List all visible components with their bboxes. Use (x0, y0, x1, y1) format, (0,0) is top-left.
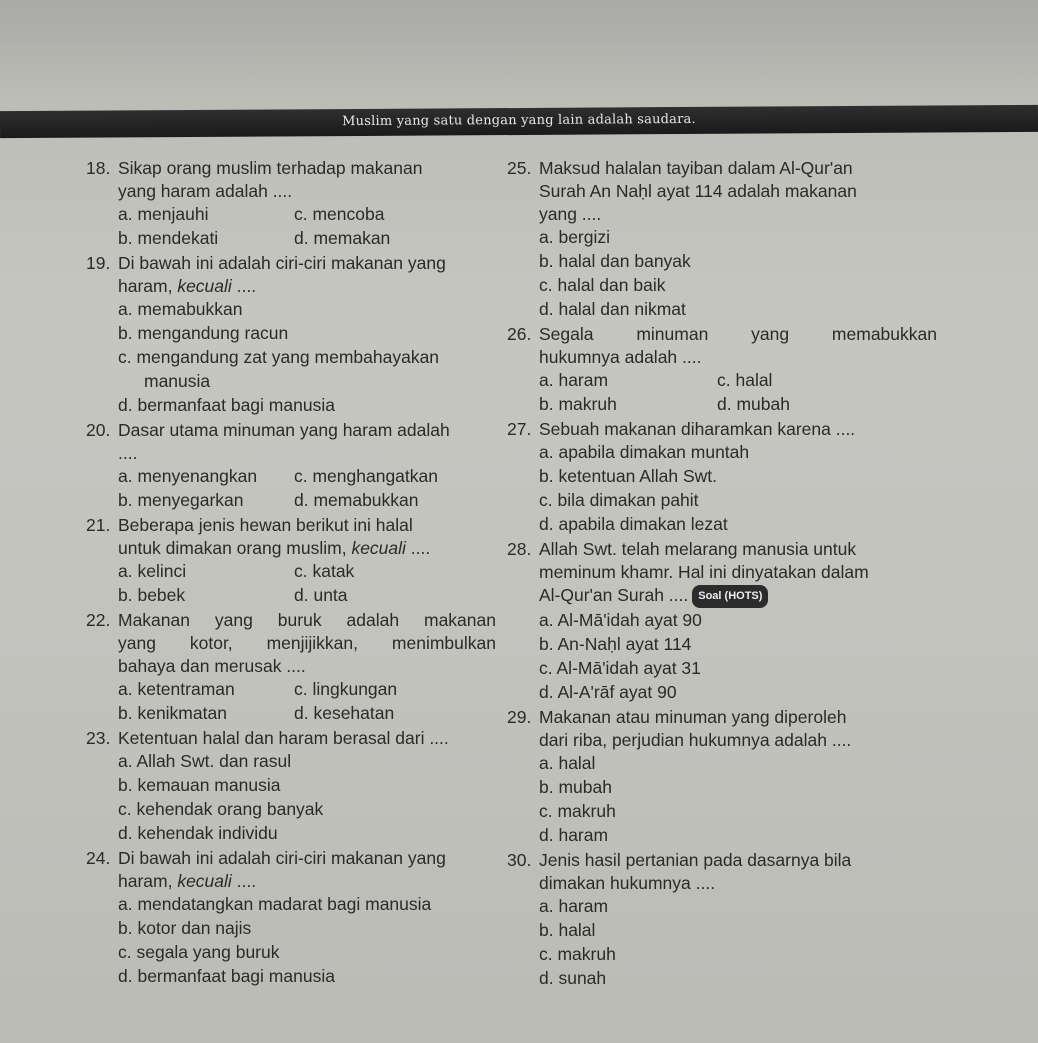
option-b: b. An-Naḥl ayat 114 (539, 634, 692, 654)
option-a: a. ketentraman (118, 679, 235, 699)
stem-text: Al-Qur'an Surah .... (539, 585, 689, 605)
question-number: 23. (86, 728, 111, 748)
option-d: d. memabukkan (294, 490, 419, 510)
option-row (86, 679, 496, 700)
option-a: a. bergizi (539, 227, 611, 247)
option-row (86, 490, 496, 511)
option-b: b. halal (539, 920, 596, 940)
option-c: c. segala yang buruk (118, 942, 280, 962)
option-d: d. kesehatan (294, 703, 395, 723)
question-stem: Makanan atau minuman yang diperoleh (539, 707, 847, 727)
option-d: d. unta (294, 585, 348, 605)
option-d: d. bermanfaat bagi manusia (118, 966, 335, 986)
option-row (86, 228, 496, 249)
question-number: 24. (86, 848, 111, 868)
option-c: c. halal (717, 370, 773, 390)
question-stem: Maksud halalan tayiban dalam Al-Qur'an (539, 158, 853, 178)
question-18 (86, 158, 496, 249)
option-d: d. sunah (539, 968, 607, 988)
question-22 (86, 610, 496, 724)
option-row (507, 394, 937, 415)
stem-text: untuk dimakan orang muslim, (118, 538, 352, 558)
option-c: c. halal dan baik (539, 275, 666, 295)
banner-bar (0, 105, 1038, 138)
question-stem-cont (507, 585, 937, 608)
question-number: 26. (507, 324, 532, 344)
option-row (86, 561, 496, 582)
option-c: c. lingkungan (294, 679, 398, 699)
question-number: 29. (507, 707, 532, 727)
option-d: d. Al-A'rāf ayat 90 (539, 682, 677, 702)
question-stem: Sikap orang muslim terhadap makanan (118, 158, 423, 178)
question-number: 19. (86, 253, 111, 273)
option-d: d. memakan (294, 228, 391, 248)
stem-italic: kecuali (351, 538, 406, 558)
question-number: 22. (86, 610, 111, 630)
question-stem-cont (86, 276, 496, 297)
option-b: b. makruh (539, 394, 617, 414)
option-d: d. apabila dimakan lezat (539, 514, 728, 534)
option-a: a. memabukkan (118, 299, 243, 319)
option-d: d. halal dan nikmat (539, 299, 686, 319)
question-19 (86, 253, 496, 416)
option-d: d. haram (539, 825, 609, 845)
question-stem-cont: yang haram adalah .... (118, 181, 293, 201)
option-b: b. bebek (118, 585, 186, 605)
hots-badge: Soal (HOTS) (692, 585, 768, 608)
question-number: 25. (507, 158, 532, 178)
question-stem-cont: dimakan hukumnya .... (539, 873, 716, 893)
option-a: a. Al-Mā'idah ayat 90 (539, 610, 702, 630)
question-stem-cont: bahaya dan merusak .... (118, 656, 306, 676)
stem-text: haram, (118, 276, 178, 296)
option-c: c. mengandung zat yang membahayakan (118, 347, 440, 367)
option-c: c. katak (294, 561, 355, 581)
option-a: a. apabila dimakan muntah (539, 442, 750, 462)
question-21 (86, 515, 496, 606)
option-c: c. makruh (539, 944, 616, 964)
option-b: b. menyegarkan (118, 490, 244, 510)
option-b: b. kenikmatan (118, 703, 227, 723)
option-a: a. haram (539, 896, 609, 916)
question-stem-cont (86, 871, 496, 892)
option-c-cont: manusia (144, 371, 211, 391)
question-stem: Dasar utama minuman yang haram adalah (118, 420, 450, 440)
option-d: d. bermanfaat bagi manusia (118, 395, 335, 415)
option-c: c. menghangatkan (294, 466, 438, 486)
question-number: 21. (86, 515, 111, 535)
option-a: a. menyenangkan (118, 466, 258, 486)
option-a: a. menjauhi (118, 204, 209, 224)
question-stem-cont: .... (118, 443, 138, 463)
option-row (507, 370, 937, 391)
option-a: a. mendatangkan madarat bagi manusia (118, 894, 432, 914)
stem-text: haram, (118, 871, 178, 891)
option-b: b. kemauan manusia (118, 775, 281, 795)
question-stem-cont: dari riba, perjudian hukumnya adalah .... (539, 730, 852, 750)
option-b: b. mendekati (118, 228, 219, 248)
option-c: c. bila dimakan pahit (539, 490, 699, 510)
question-stem: Jenis hasil pertanian pada dasarnya bila (539, 850, 852, 870)
stem-text: .... (405, 538, 431, 558)
question-24 (86, 848, 496, 987)
question-stem: Makanan yang buruk adalah makanan (118, 610, 496, 630)
option-c: c. mencoba (294, 204, 385, 224)
option-b: b. mubah (539, 777, 612, 797)
stem-text: .... (231, 871, 257, 891)
option-c: c. kehendak orang banyak (118, 799, 324, 819)
question-stem: Segala minuman yang memabukkan (539, 324, 937, 344)
question-29 (507, 707, 937, 846)
question-number: 27. (507, 419, 532, 439)
question-stem: Di bawah ini adalah ciri-ciri makanan yang (118, 848, 446, 868)
question-stem-cont: hukumnya adalah .... (539, 347, 702, 367)
question-26 (507, 324, 937, 415)
option-row (86, 466, 496, 487)
option-c: c. makruh (539, 801, 616, 821)
question-stem-cont: meminum khamr. Hal ini dinyatakan dalam (539, 562, 869, 582)
question-number: 28. (507, 539, 532, 559)
right-column (507, 158, 937, 993)
option-row (86, 204, 496, 225)
question-stem-cont: yang kotor, menjijikkan, menimbulkan (118, 633, 496, 653)
question-stem: Ketentuan halal dan haram berasal dari .... (118, 728, 449, 748)
question-number: 20. (86, 420, 111, 440)
option-b: b. kotor dan najis (118, 918, 252, 938)
option-row (86, 585, 496, 606)
question-stem: Sebuah makanan diharamkan karena .... (539, 419, 856, 439)
option-row (86, 703, 496, 724)
question-25 (507, 158, 937, 320)
option-a: a. kelinci (118, 561, 187, 581)
question-stem: Allah Swt. telah melarang manusia untuk (539, 539, 857, 559)
question-stem: Beberapa jenis hewan berikut ini halal (118, 515, 413, 535)
question-stem-cont (86, 538, 496, 559)
option-a: a. Allah Swt. dan rasul (118, 751, 292, 771)
question-23 (86, 728, 496, 844)
option-a: a. halal (539, 753, 596, 773)
question-number: 18. (86, 158, 111, 178)
stem-italic: kecuali (177, 276, 232, 296)
question-stem-cont: yang .... (539, 204, 602, 224)
question-27 (507, 419, 937, 535)
option-c: c. Al-Mā'idah ayat 31 (539, 658, 701, 678)
option-d: d. mubah (717, 394, 790, 414)
left-column (86, 158, 496, 991)
option-b: b. ketentuan Allah Swt. (539, 466, 718, 486)
stem-italic: kecuali (177, 871, 232, 891)
question-number: 30. (507, 850, 532, 870)
question-stem: Di bawah ini adalah ciri-ciri makanan yang (118, 253, 446, 273)
stem-text: .... (231, 276, 257, 296)
banner-text: Muslim yang satu dengan yang lain adalah saudara. (342, 111, 696, 130)
option-d: d. kehendak individu (118, 823, 278, 843)
question-stem-cont: Surah An Naḥl ayat 114 adalah makanan (539, 181, 857, 201)
option-b: b. halal dan banyak (539, 251, 691, 271)
option-b: b. mengandung racun (118, 323, 289, 343)
question-28 (507, 539, 937, 703)
question-20 (86, 420, 496, 511)
question-30 (507, 850, 937, 989)
option-a: a. haram (539, 370, 609, 390)
